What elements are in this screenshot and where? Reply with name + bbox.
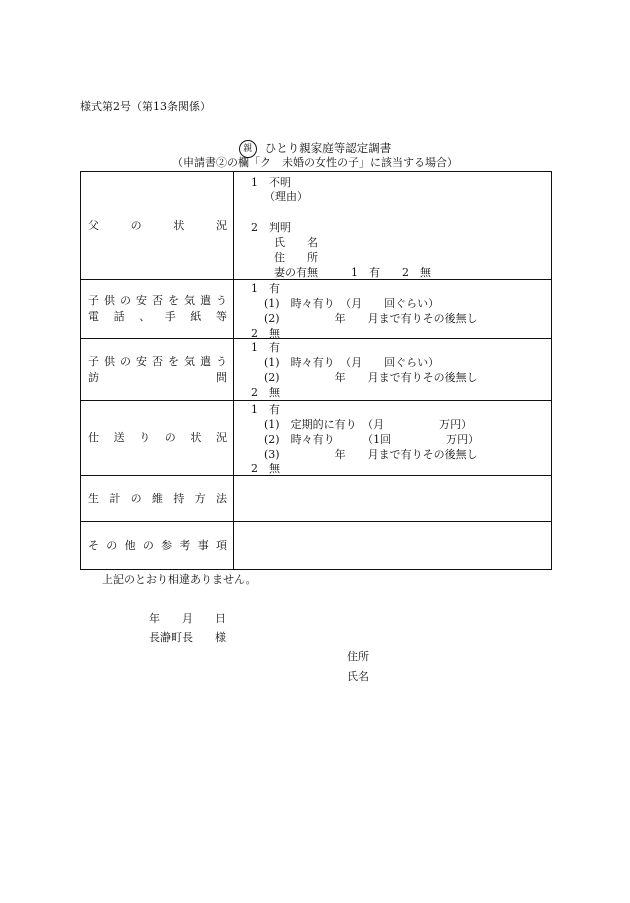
row-label-line: 子 供 の 安 否 を 気 遣 う	[88, 294, 227, 307]
row-label-line: 父 の 状 況	[88, 218, 227, 232]
table-row	[81, 339, 552, 401]
document-subtitle: （申請書②の欄「ク 未婚の女性の子」に該当する場合）	[172, 156, 458, 169]
row-label-father-status	[81, 172, 234, 280]
table-row	[81, 172, 552, 280]
table-row	[81, 280, 552, 339]
option-no: 2 無	[251, 462, 280, 475]
row-label-line: 子 供 の 安 否 を 気 遣 う	[88, 354, 227, 368]
table-row	[81, 401, 552, 476]
investigation-table	[80, 171, 552, 570]
table-row	[81, 476, 552, 522]
option-yes: 1 有	[251, 341, 280, 354]
date-line[interactable]: 年 月 日	[149, 612, 226, 625]
row-label-line: 仕 送 り の 状 況	[88, 431, 227, 444]
form-number-label: 様式第2号（第13条関係）	[80, 100, 211, 113]
title-text: ひとり親家庭等認定調書	[264, 141, 392, 155]
row-label-phone-letters	[81, 280, 234, 339]
row-label-line: 電 話 、 手 紙 等	[88, 310, 227, 323]
row-label-remittance	[81, 401, 234, 476]
field-father-status[interactable]	[234, 172, 552, 280]
option-until: (2) 年 月まで有りその後無し	[264, 312, 478, 325]
option-sometimes: (1) 時々有り （月 回ぐらい）	[264, 356, 440, 369]
option-no: 2 無	[251, 386, 280, 399]
field-visits[interactable]	[234, 339, 552, 401]
row-label-visits	[81, 339, 234, 401]
circled-seal-icon: 親	[239, 140, 257, 158]
row-label-line: 生 計 の 維 持 方 法	[88, 491, 227, 505]
address-field-label[interactable]: 住所	[347, 650, 369, 663]
option-regular: (1) 定期的に有り （月 万円）	[264, 418, 473, 431]
field-phone-letters[interactable]	[234, 280, 552, 339]
row-label-line: 訪 問	[88, 370, 227, 384]
option-until: (3) 年 月まで有りその後無し	[264, 448, 478, 461]
field-remittance[interactable]	[234, 401, 552, 476]
option-yes: 1 有	[251, 282, 280, 295]
reason-label: （理由）	[264, 190, 308, 203]
field-livelihood[interactable]	[234, 476, 552, 522]
option-yes: 1 有	[251, 403, 280, 416]
row-label-line: そ の 他 の 参 考 事 項	[88, 538, 227, 552]
field-other-notes[interactable]	[234, 522, 552, 570]
option-no: 2 無	[251, 327, 280, 340]
row-label-livelihood	[81, 476, 234, 522]
addressee: 長瀞町長 様	[149, 631, 226, 644]
option-known: 2 判明	[251, 221, 291, 234]
option-sometimes: (1) 時々有り （月 回ぐらい）	[264, 297, 440, 310]
wife-presence-label: 妻の有無 1 有 2 無	[274, 266, 431, 279]
option-sometimes: (2) 時々有り （1回 万円）	[264, 433, 480, 446]
name-label: 氏 名	[274, 236, 318, 249]
row-label-other-notes	[81, 522, 234, 570]
declaration-statement: 上記のとおり相違ありません。	[102, 573, 257, 586]
address-label: 住 所	[274, 251, 318, 264]
name-field-label[interactable]: 氏名	[347, 670, 369, 683]
table-row	[81, 522, 552, 570]
option-until: (2) 年 月まで有りその後無し	[264, 371, 478, 384]
option-unknown: 1 不明	[251, 176, 291, 189]
